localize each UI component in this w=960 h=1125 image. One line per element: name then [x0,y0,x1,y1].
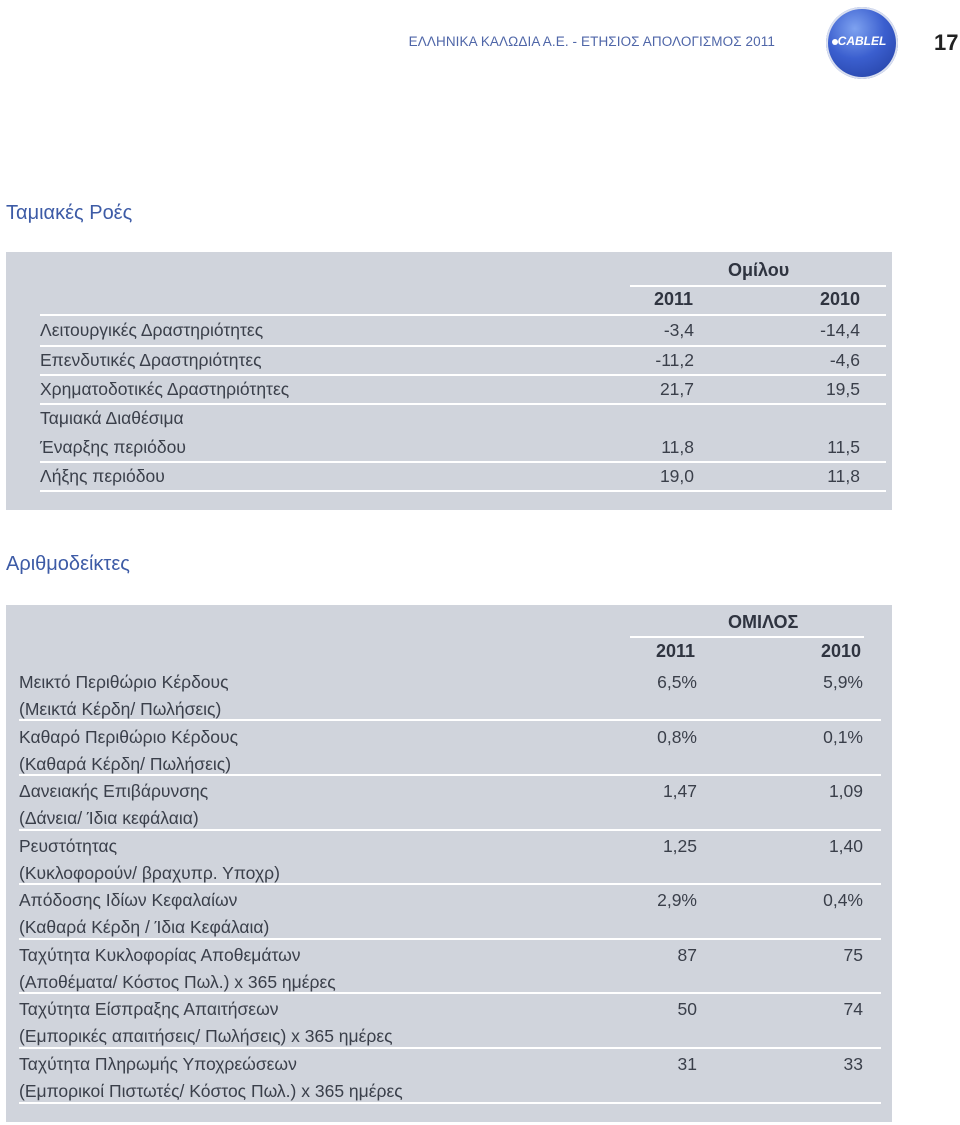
ratio-name: Ταχύτητα Κυκλοφορίας Αποθεμάτων [19,945,301,965]
ratio-formula: (Εμπορικές απαιτήσεις/ Πωλήσεις) x 365 ημέρες [19,1026,393,1046]
table-row [19,942,887,996]
table-row [19,887,887,941]
value-2011: 0,8% [657,727,697,747]
table-row [19,1051,887,1105]
table-row [40,375,886,404]
value-2011: 6,5% [657,672,697,692]
ratio-name: Καθαρό Περιθώριο Κέρδους [19,727,238,747]
table-row [40,346,886,375]
row-divider [19,774,881,776]
value-2011: 11,8 [661,437,694,457]
ratio-formula: (Μεικτά Κέρδη/ Πωλήσεις) [19,699,222,719]
value-2010: 5,9% [823,672,863,692]
value-2010: -14,4 [820,320,860,340]
value-2011: -3,4 [663,320,694,340]
value-2010: 75 [843,945,863,965]
value-2011: -11,2 [655,350,694,370]
cashflow-year-2010: 2010 [820,289,861,309]
page-header [0,0,960,90]
ratios-table [6,605,892,1122]
ratio-name: Ρευστότητας [19,836,118,856]
ratios-group-header: ΟΜΙΛΟΣ [728,612,799,632]
ratio-name: Ταχύτητα Είσπραξης Απαιτήσεων [19,999,279,1019]
row-divider [19,938,881,940]
value-2011: 19,0 [659,466,694,486]
table-row [40,404,886,433]
ratios-header-divider [630,636,864,638]
ratio-name: Δανειακής Επιβάρυνσης [19,781,209,801]
row-label: Έναρξης περιόδου [40,437,186,457]
ratio-name: Ταχύτητα Πληρωμής Υποχρεώσεων [19,1054,297,1074]
ratio-name: Μεικτό Περιθώριο Κέρδους [19,672,229,692]
ratio-name: Απόδοσης Ιδίων Κεφαλαίων [19,890,238,910]
value-2010: 74 [843,999,863,1019]
ratios-year-2010: 2010 [821,641,862,661]
table-row [19,833,887,887]
row-divider [19,1047,881,1049]
row-divider [19,719,881,721]
value-2010: -4,6 [829,350,860,370]
table-row [19,669,887,723]
value-2010: 0,4% [823,890,863,910]
value-2010: 0,1% [823,727,863,747]
cashflow-section-title: Ταμιακές Ροές [6,202,133,224]
ratio-formula: (Αποθέματα/ Κόστος Πωλ.) x 365 ημέρες [19,972,336,992]
ratios-year-2011: 2011 [656,641,696,661]
value-2010: 1,09 [828,781,863,801]
value-2011: 1,47 [662,781,697,801]
value-2011: 2,9% [657,890,697,910]
value-2011: 21,7 [659,379,694,399]
row-label: Επενδυτικές Δραστηριότητες [40,350,262,370]
table-row [40,316,886,345]
ratio-formula: (Εμπορικοί Πιστωτές/ Κόστος Πωλ.) x 365 ημέρες [19,1081,403,1101]
row-label: Λήξης περιόδου [40,466,165,486]
row-divider [40,490,886,492]
table-row [19,996,887,1050]
value-2010: 11,8 [827,466,860,486]
value-2011: 1,25 [662,836,697,856]
row-label: Χρηματοδοτικές Δραστηριότητες [40,379,290,399]
value-2011: 87 [677,945,697,965]
value-2011: 50 [677,999,697,1019]
cashflow-header-divider [630,285,886,287]
value-2010: 1,40 [828,836,863,856]
cablel-logo [826,7,898,79]
cashflow-table [6,252,892,510]
row-label: Λειτουργικές Δραστηριότητες [40,320,264,340]
cashflow-group-header: Ομίλου [728,260,790,280]
table-row [40,462,886,491]
page-number: 17 [934,30,959,55]
row-divider [19,829,881,831]
ratio-formula: (Καθαρά Κέρδη/ Πωλήσεις) [19,754,232,774]
document-title: ΕΛΛΗΝΙΚΑ ΚΑΛΩΔΙΑ Α.Ε. - ΕΤΗΣΙΟΣ ΑΠΟΛΟΓΙΣΜΟΣ 2011 [408,34,775,49]
cashflow-year-2011: 2011 [654,289,694,309]
ratio-formula: (Κυκλοφορούν/ βραχυπρ. Υποχρ) [19,863,280,883]
row-divider [19,883,881,885]
value-2011: 31 [677,1054,697,1074]
ratios-section-title: Αριθμοδείκτες [6,553,130,575]
table-row [19,778,887,832]
table-row [19,724,887,778]
row-divider [19,1102,881,1104]
row-label: Ταμιακά Διαθέσιμα [40,408,184,428]
logo-text: CABLEL [837,34,887,48]
value-2010: 19,5 [825,379,860,399]
value-2010: 33 [843,1054,863,1074]
value-2010: 11,5 [827,437,860,457]
ratio-formula: (Δάνεια/ Ίδια κεφάλαια) [19,808,199,828]
table-row [40,433,886,462]
row-divider [19,992,881,994]
ratio-formula: (Καθαρά Κέρδη / Ίδια Κεφάλαια) [19,917,270,937]
